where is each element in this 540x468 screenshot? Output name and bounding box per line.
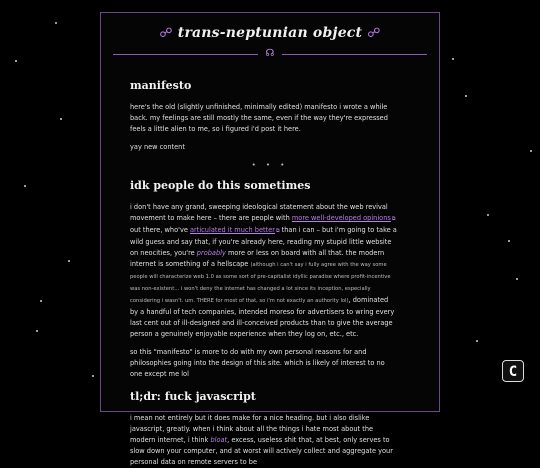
heading-manifesto: manifesto: [130, 79, 192, 92]
external-link-icon: ⧉: [391, 216, 396, 222]
tldr-paragraph-1: [130, 413, 398, 468]
star: [40, 300, 42, 302]
heading-tldr: tl;dr: fuck javascript: [130, 390, 256, 403]
star: [452, 58, 454, 60]
corner-badge-button[interactable]: C: [502, 360, 524, 382]
star: [24, 185, 26, 187]
divider-line-left: [113, 54, 258, 55]
aside-small-text: (although i can't say i fully agree with the way some people will characterize web 1.0 as some sort of pre-capitalist idyllic paradise where profit-incentive was non-existent... i won't deny the internet has changed a lot since its inception, especially considering i wasn't. um. THERE for most of that, so i'm not exactly an authority lol): [130, 262, 391, 304]
star: [465, 95, 467, 97]
text: more or less on board with all that. the modern internet is something of a hellscape: [130, 249, 385, 268]
star: [530, 150, 532, 152]
section-separator: • • •: [251, 161, 289, 169]
site-title: [101, 25, 439, 41]
header-divider: [113, 47, 427, 61]
manifesto-note: yay new content: [130, 143, 185, 151]
text: i don't have any grand, sweeping ideological statement about the web revival movement to make here – there are people with: [130, 203, 388, 222]
star: [516, 278, 518, 280]
emphasis-probably: probably: [196, 249, 226, 257]
star: [15, 60, 17, 62]
external-link-icon: ⧉: [275, 228, 280, 234]
conjunction-glyph-icon: ☍: [367, 26, 381, 41]
idk-paragraph-2: so this "manifesto" is more to do with my own personal reasons for and philosophies going into the design of this site. which is likely of interest to no one except me lol: [130, 348, 385, 378]
ascending-node-icon: ☊: [265, 48, 275, 59]
text: , dominated by a handful of tech companies, intended moreso for advertisers to wring every last cent out of ill-designed and ill-conceived products than to give the average person a genuinely enjoyable experience when they log on, etc., etc.: [130, 296, 395, 338]
star: [508, 240, 510, 242]
conjunction-glyph-icon: ☍: [159, 26, 173, 41]
star: [92, 375, 94, 377]
text: than i can – but i'm going to take a wild guess and say that, if you're already here, reading my stupid little website on neocities, you're: [130, 226, 397, 257]
divider-line-right: [282, 54, 427, 55]
link-well-developed-opinions[interactable]: more well-developed opinions: [291, 214, 391, 222]
manifesto-intro: here's the old (slightly unfinished, minimally edited) manifesto i wrote a while back. my feelings are still mostly the same, even if the way they're expressed feels a little alien to me, so i figured i'd post it here.: [130, 103, 388, 133]
star: [476, 340, 478, 342]
text: , excess, useless shit that, at best, only serves to slow down your computer, and at worst will actively collect and aggregate your personal data on remote servers to be: [130, 436, 393, 466]
star: [55, 22, 57, 24]
heading-idk: idk people do this sometimes: [130, 179, 311, 192]
link-articulated-it-much-better[interactable]: articulated it much better: [190, 226, 275, 234]
text: out there, who've: [130, 226, 191, 234]
star: [60, 118, 62, 120]
text: i mean not entirely but it does make for a nice heading. but i also dislike javascript, greatly. when i think about all the things i hate most about the modern internet, i think: [130, 414, 374, 444]
site-title-text: trans-neptunian object: [177, 25, 363, 41]
idk-paragraph-1: [130, 202, 398, 340]
article-content: [101, 61, 439, 468]
star: [68, 260, 70, 262]
main-panel: [100, 12, 440, 466]
star: [36, 330, 38, 332]
site-header: [101, 13, 439, 61]
emphasis-bloat: bloat: [210, 436, 228, 444]
star: [487, 214, 489, 216]
